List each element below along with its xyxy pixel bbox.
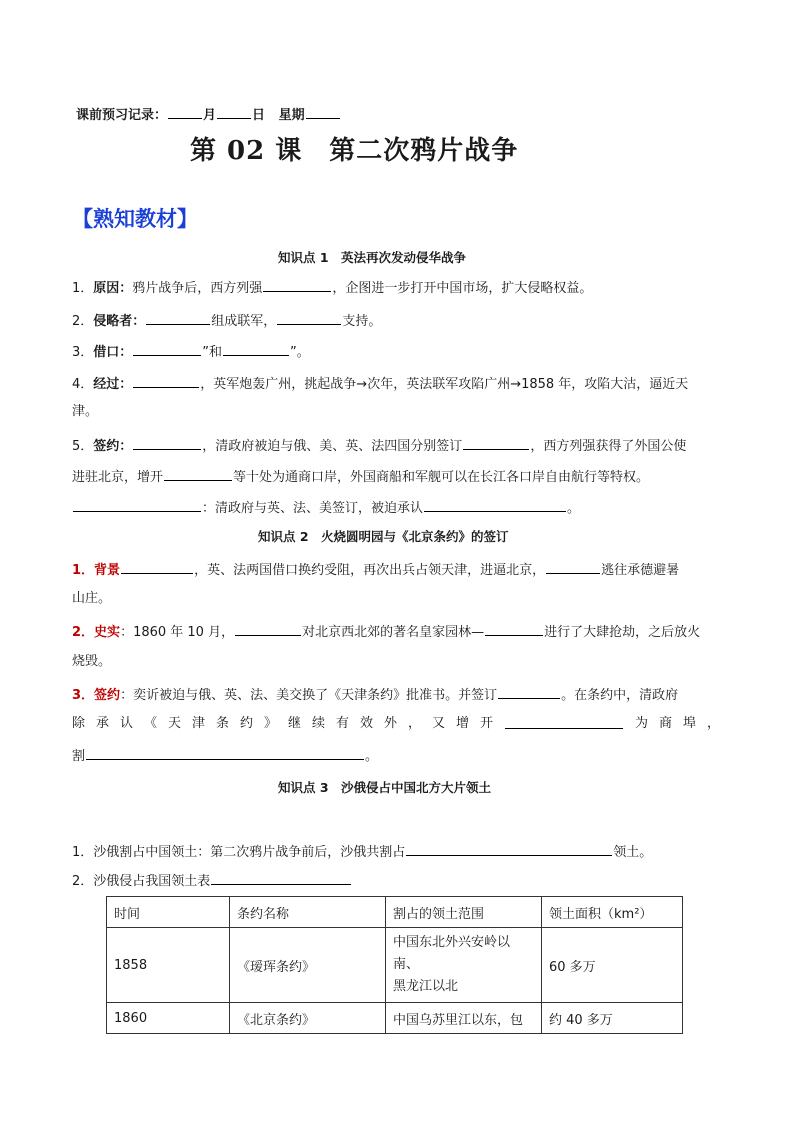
kp1-line3 <box>72 341 310 363</box>
kp2-line3 <box>72 684 678 706</box>
kp3-l2-text: 沙俄侵占我国领土表 <box>93 874 211 889</box>
kp1-l6-text2: 。 <box>567 501 581 516</box>
spread-char: 商 <box>658 716 672 731</box>
kp1-l4-num: 4． <box>72 377 94 392</box>
kp1-l5-c2: 等十处为通商口岸，外国商船和军舰可以在长江各口岸自由航行等特权。 <box>233 470 650 485</box>
weekday-blank[interactable] <box>306 104 340 119</box>
preview-record-label: 课前预习记录： <box>76 108 168 123</box>
cell-year: 1858 <box>107 928 230 1003</box>
kp1-l2-text2: 支持。 <box>342 314 382 329</box>
spread-char: 埠 <box>682 716 696 731</box>
kp1-l3-label: 借口： <box>93 345 133 360</box>
kp1-l2-label: 侵略者： <box>93 314 146 329</box>
kp2-l3-text: ：奕䜣被迫与俄、英、法、美交换了《天津条约》批准书。并签订 <box>120 688 498 703</box>
kp1-line5 <box>72 435 686 457</box>
cell-area: 约 40 多万 <box>542 1003 683 1034</box>
kp2-line2 <box>72 621 700 643</box>
kp1-l5-text2: ，西方列强获得了外国公使 <box>530 439 687 454</box>
spread-char: 除 <box>72 716 86 731</box>
kp2-l1-blank1[interactable] <box>121 559 193 574</box>
cell-area: 60 多万 <box>542 928 683 1003</box>
spread-char: 承 <box>96 716 110 731</box>
kp1-l6-blank1[interactable] <box>73 497 201 512</box>
kp3-line1 <box>72 841 652 863</box>
kp2-l3-blank3[interactable] <box>86 745 364 760</box>
kp1-l2-num: 2． <box>72 314 94 329</box>
kp1-l1-text: 鸦片战争后，西方列强 <box>132 281 263 296</box>
kp1-l5-num: 5． <box>72 439 94 454</box>
spread-char: 《 <box>144 716 158 731</box>
spread-char: 外 <box>384 716 398 731</box>
kp2-l3-text2: 。在条约中，清政府 <box>561 688 679 703</box>
kp1-l3-text: ”和 <box>202 345 223 360</box>
header-range: 割占的领土范围 <box>386 897 542 928</box>
kp1-l3-blank1[interactable] <box>133 341 201 356</box>
kp2-line3-last <box>72 745 378 767</box>
kp3-l2-num: 2． <box>72 874 94 889</box>
cell-range-line1: 中国东北外兴安岭以南、 <box>393 935 511 972</box>
kp2-l3-label: 签约 <box>94 688 121 703</box>
kp1-l2-blank2[interactable] <box>277 310 341 325</box>
weekday-label: 星期 <box>278 108 305 123</box>
spread-char: 天 <box>168 716 182 731</box>
kp2-l1-text: ，英、法两国借口换约受阻，再次出兵占领天津，进逼北京， <box>194 563 546 578</box>
kp2-l1-text2: 逃往承德避暑 <box>601 563 680 578</box>
kp1-l2-blank1[interactable] <box>146 310 210 325</box>
kp1-l6-blank2[interactable] <box>424 497 566 512</box>
kp1-line2 <box>72 310 381 332</box>
kp1-l5-text: ，清政府被迫与俄、美、英、法四国分别签订 <box>202 439 463 454</box>
table-row <box>107 1003 683 1034</box>
spread-char: ， <box>408 716 422 731</box>
kp1-line6 <box>72 497 580 519</box>
day-blank[interactable] <box>217 104 251 119</box>
header-area: 领土面积（km²） <box>542 897 683 928</box>
kp1-line5-cont <box>72 466 649 488</box>
spread-char: 又 <box>432 716 446 731</box>
cell-year: 1860 <box>107 1003 230 1034</box>
month-label: 月 <box>203 108 217 123</box>
section-heading: 【熟知教材】 <box>72 207 198 231</box>
spread-char: 认 <box>120 716 134 731</box>
kp3-l2-blank[interactable] <box>211 870 351 885</box>
kp3-l1-blank[interactable] <box>406 841 612 856</box>
spread-char: 有 <box>336 716 350 731</box>
kp1-l3-text2: ”。 <box>290 345 310 360</box>
day-label: 日 <box>252 108 266 123</box>
kp3-title: 知识点 3 沙俄侵占中国北方大片领土 <box>278 780 492 795</box>
kp1-l5-blank3[interactable] <box>164 466 232 481</box>
kp1-l1-label: 原因： <box>93 281 133 296</box>
table-row <box>107 928 683 1003</box>
kp3-l1-num: 1． <box>72 845 94 860</box>
kp2-title: 知识点 2 火烧圆明园与《北京条约》的签订 <box>258 529 509 544</box>
spread-char: 约 <box>240 716 254 731</box>
spread-char: 开 <box>480 716 494 731</box>
month-blank[interactable] <box>168 104 202 119</box>
kp2-l2-text3: 进行了大肆抢劫，之后放火 <box>544 625 701 640</box>
kp1-line4-cont: 津。 <box>72 404 99 419</box>
kp1-l3-blank2[interactable] <box>223 341 289 356</box>
spread-char: 效 <box>360 716 374 731</box>
kp2-l3-last-a: 割 <box>72 749 86 764</box>
kp2-l3-num: 3． <box>72 688 95 703</box>
kp3-l1-text: 沙俄割占中国领土：第二次鸦片战争前后，沙俄共割占 <box>93 845 406 860</box>
spread-char: 续 <box>312 716 326 731</box>
kp1-l1-blank[interactable] <box>263 277 331 292</box>
kp1-l5-label: 签约： <box>93 439 133 454</box>
table-header-row <box>107 897 683 928</box>
kp2-l1-num: 1． <box>72 563 95 578</box>
spread-char: 增 <box>456 716 470 731</box>
spread-char: 为 <box>634 716 648 731</box>
kp2-l2-num: 2． <box>72 625 95 640</box>
territory-table <box>106 896 683 1034</box>
cell-treaty: 《北京条约》 <box>230 1003 386 1034</box>
spread-char: 继 <box>288 716 302 731</box>
kp2-l3-last-b: 。 <box>365 749 379 764</box>
kp3-l1-text2: 领土。 <box>613 845 653 860</box>
kp2-line1 <box>72 559 679 581</box>
kp2-l1-label: 背景 <box>94 563 121 578</box>
kp1-l4-blank[interactable] <box>133 373 199 388</box>
kp1-l4-text: ，英军炮轰广州，挑起战争→次年，英法联军攻陷广州→1858 年，攻陷大沽，逼近天 <box>200 377 689 392</box>
cell-range: 中国乌苏里江以东，包 <box>386 1003 542 1034</box>
cell-range <box>386 928 542 1003</box>
kp2-line1-cont: 山庄。 <box>72 591 112 606</box>
spread-char: ， <box>706 716 720 731</box>
kp1-line4 <box>72 373 688 395</box>
kp2-l2-text: ：1860 年 10 月， <box>120 625 235 640</box>
cell-range-line2: 黑龙江以北 <box>393 979 459 994</box>
lesson-title: 第 02 课 第二次鸦片战争 <box>190 136 519 166</box>
kp1-l2-text: 组成联军， <box>211 314 277 329</box>
kp2-line2-cont: 烧毁。 <box>72 654 112 669</box>
kp1-title: 知识点 1 英法再次发动侵华战争 <box>278 250 467 265</box>
kp2-l3-blank1[interactable] <box>498 684 560 699</box>
kp1-line1 <box>72 277 592 299</box>
kp3-line2 <box>72 870 352 892</box>
header-year: 时间 <box>107 897 230 928</box>
kp1-l5-blank2[interactable] <box>463 435 529 450</box>
kp2-l2-text2: 对北京西北郊的著名皇家园林— <box>302 625 485 640</box>
kp1-l1-text2: ，企图进一步打开中国市场，扩大侵略权益。 <box>332 281 593 296</box>
kp1-l4-label: 经过： <box>93 377 133 392</box>
kp1-l1-num: 1． <box>72 281 94 296</box>
kp2-l2-blank2[interactable] <box>485 621 543 636</box>
spread-char: 》 <box>264 716 278 731</box>
spread-char: 条 <box>216 716 230 731</box>
preview-record-line <box>76 104 341 123</box>
kp2-l1-blank2[interactable] <box>546 559 600 574</box>
kp1-l6-text: ：清政府与英、法、美签订，被迫承认 <box>202 501 424 516</box>
kp1-l3-num: 3． <box>72 345 94 360</box>
kp2-l3-blank2[interactable] <box>505 714 623 729</box>
cell-treaty: 《瑷珲条约》 <box>230 928 386 1003</box>
kp2-l2-blank1[interactable] <box>235 621 301 636</box>
kp2-line3-spread <box>72 714 720 734</box>
kp1-l5-blank1[interactable] <box>133 435 201 450</box>
header-treaty: 条约名称 <box>230 897 386 928</box>
kp1-l5-c1: 进驻北京，增开 <box>72 470 164 485</box>
spread-char: 津 <box>192 716 206 731</box>
kp2-l2-label: 史实 <box>94 625 121 640</box>
